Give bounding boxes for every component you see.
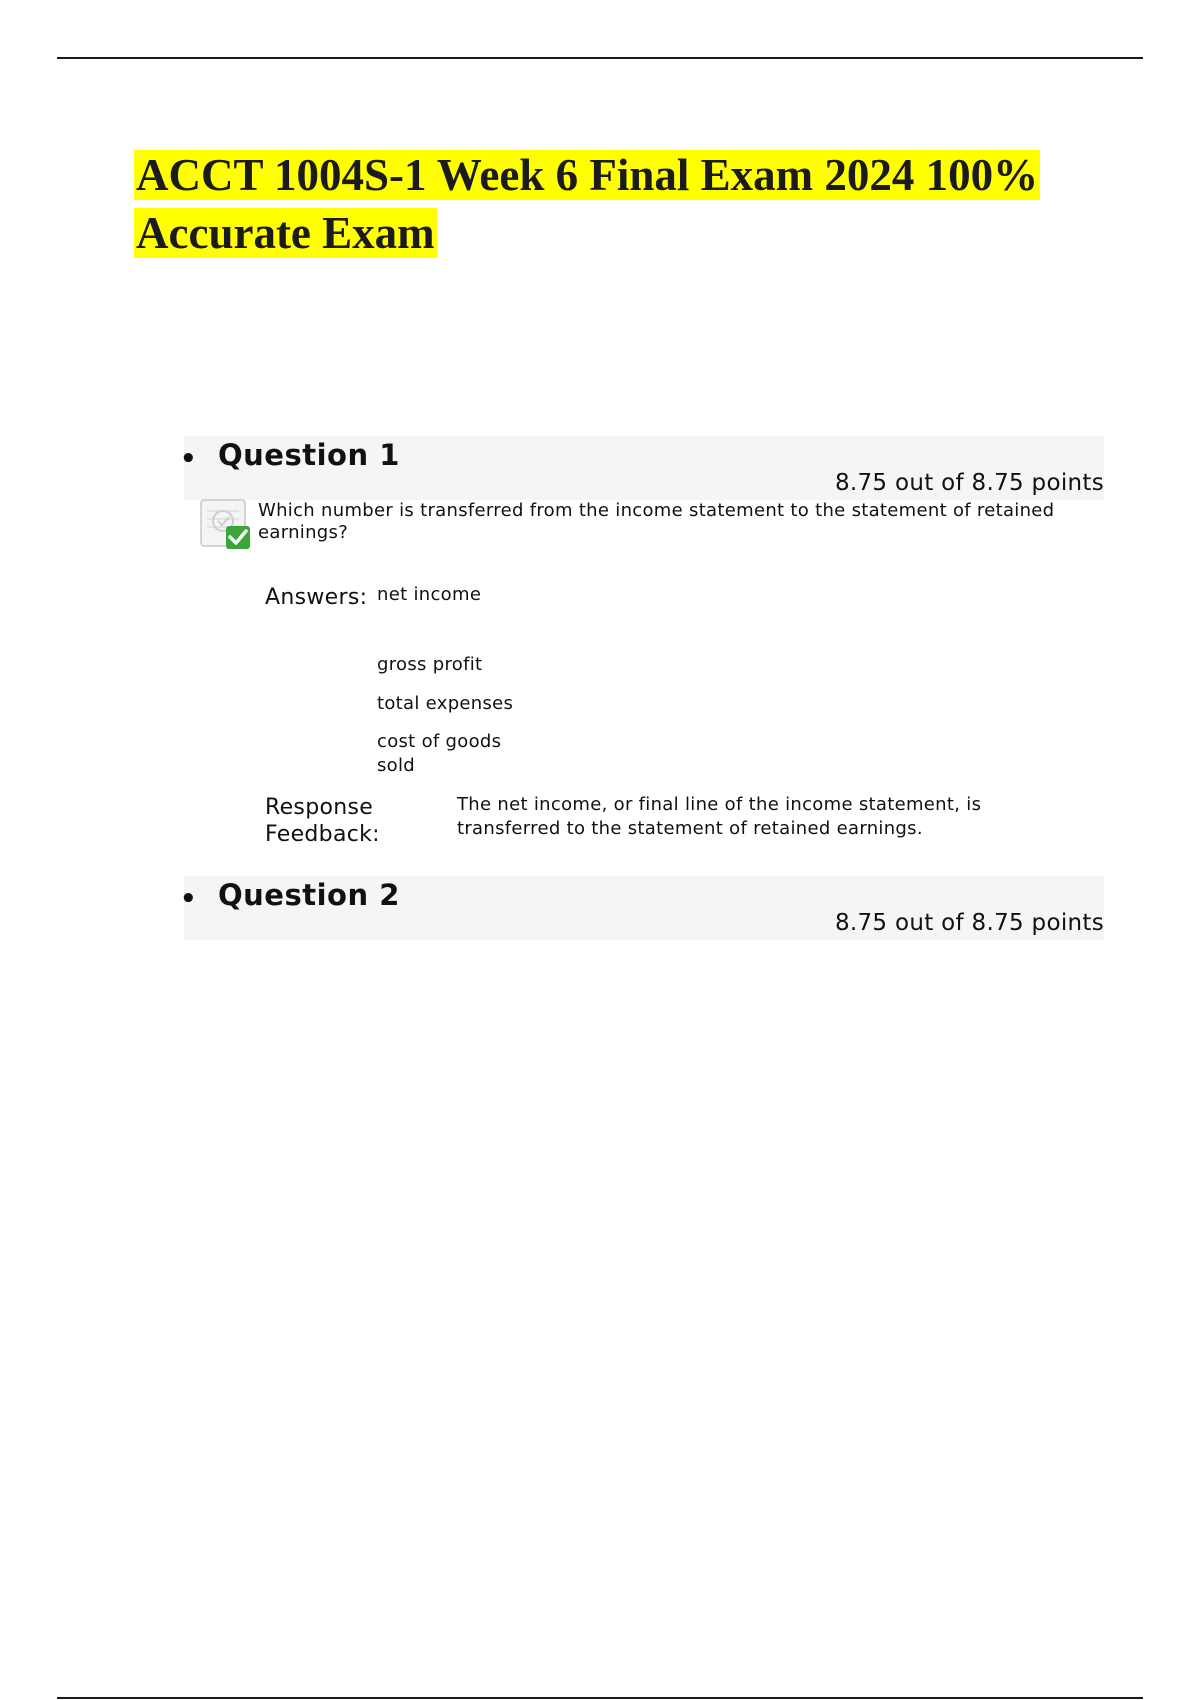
answer-option: net income xyxy=(377,584,482,605)
answer-option: gross profit xyxy=(377,654,483,675)
title-line-2: Accurate Exam xyxy=(136,208,435,258)
question-1-header xyxy=(180,436,1104,500)
question-2-points: 8.75 out of 8.75 points xyxy=(834,910,1104,936)
answers-label: Answers: xyxy=(265,585,368,610)
question-1-points: 8.75 out of 8.75 points xyxy=(834,470,1104,496)
question-1-title: Question 1 xyxy=(218,438,400,472)
answer-option: total expenses xyxy=(377,693,514,714)
bullet: • xyxy=(180,444,197,474)
document-title xyxy=(134,146,1074,262)
title-line-1: ACCT 1004S-1 Week 6 Final Exam 2024 100% xyxy=(136,150,1039,200)
response-feedback-text: The net income, or final line of the income statement, is transferred to the statement of retained earnings. xyxy=(457,794,982,839)
top-rule xyxy=(57,57,1143,59)
bottom-rule xyxy=(57,1697,1143,1699)
question-1-text: Which number is transferred from the income statement to the statement of retained earnings? xyxy=(258,500,1055,543)
question-2-header xyxy=(180,876,1104,940)
bullet: • xyxy=(180,884,197,914)
question-2-title: Question 2 xyxy=(218,878,400,912)
answer-option: cost of goods sold xyxy=(377,731,502,776)
response-feedback-label: Response Feedback: xyxy=(265,795,380,847)
correct-check-icon xyxy=(199,499,255,551)
